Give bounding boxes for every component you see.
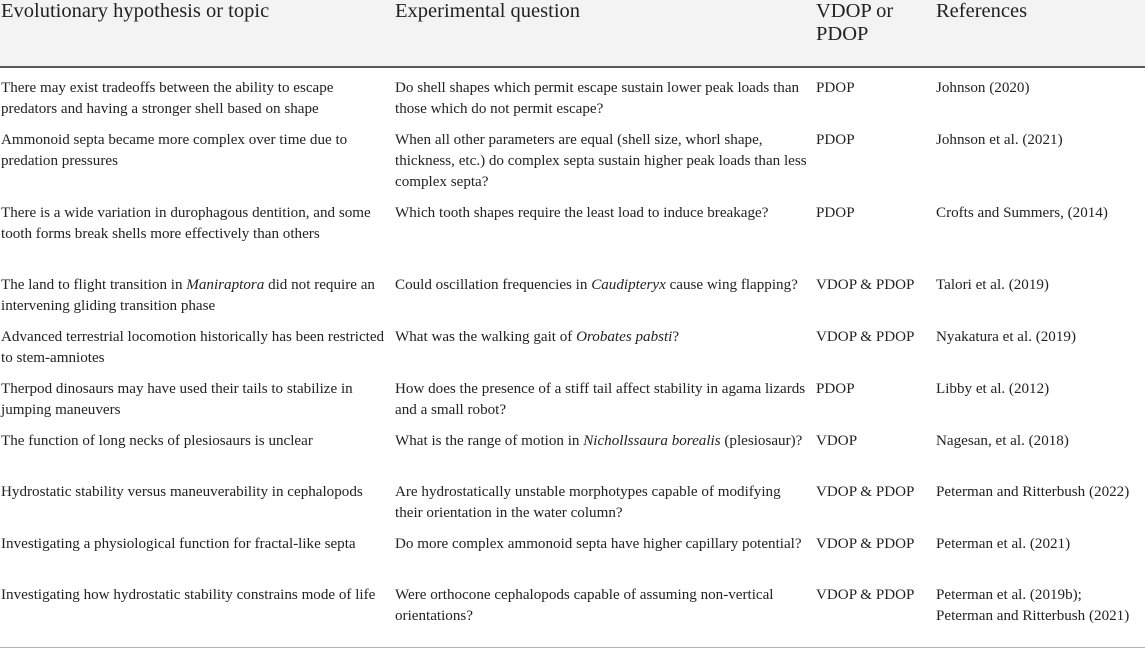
method-cell: VDOP & PDOP (816, 277, 915, 293)
hypothesis-text: The land to flight transition in (1, 277, 187, 293)
table-row (0, 524, 1145, 575)
taxon-name: Orobates pabsti (576, 329, 673, 345)
references-cell: Johnson et al. (2021) (936, 132, 1063, 148)
hypothesis-cell: Hydrostatic stability versus maneuverability in cephalopods (1, 484, 363, 500)
table-row (0, 120, 1145, 193)
question-text: (plesiosaur)? (720, 433, 803, 449)
references-cell: Peterman and Ritterbush (2022) (936, 484, 1130, 500)
table-row (0, 67, 1145, 120)
header-method: VDOP or PDOP (816, 0, 936, 67)
table-row (0, 265, 1145, 317)
question-cell: Are hydrostatically unstable morphotypes capable of modifying their orientation in the water column? (395, 484, 781, 521)
references-cell: Nyakatura et al. (2019) (936, 329, 1076, 345)
hypothesis-cell: The function of long necks of plesiosaurs is unclear (1, 433, 313, 449)
question-text: What was the walking gait of (395, 329, 577, 345)
table-row (0, 472, 1145, 524)
hypothesis-cell: There may exist tradeoffs between the ability to escape predators and having a stronger shell based on shape (1, 80, 334, 117)
hypothesis-text: did not require an intervening gliding transition phase (1, 277, 375, 314)
question-cell: How does the presence of a stiff tail affect stability in agama lizards and a small robot? (395, 381, 806, 418)
method-cell: VDOP (816, 433, 858, 449)
table-row (0, 193, 1145, 265)
method-cell: VDOP & PDOP (816, 575, 936, 647)
taxon-name: Maniraptora (186, 277, 265, 293)
question-cell: Which tooth shapes require the least load to induce breakage? (395, 205, 769, 221)
header-references: References (936, 0, 1145, 67)
table-row (0, 421, 1145, 472)
table-row (0, 369, 1145, 421)
references-cell: Talori et al. (2019) (936, 277, 1049, 293)
references-cell: Johnson (2020) (936, 80, 1030, 96)
method-cell: VDOP & PDOP (816, 484, 915, 500)
references-cell: Peterman et al. (2021) (936, 536, 1071, 552)
question-cell (395, 265, 816, 317)
question-cell: Were orthocone cephalopods capable of assuming non-vertical orientations? (395, 575, 816, 647)
hypothesis-cell: Advanced terrestrial locomotion historically has been restricted to stem-amniotes (1, 329, 385, 366)
question-cell: When all other parameters are equal (shell size, whorl shape, thickness, etc.) do complex septa sustain higher peak loads than less complex septa? (395, 132, 807, 190)
references-cell: Nagesan, et al. (2018) (936, 433, 1069, 449)
question-cell: Do shell shapes which permit escape sustain lower peak loads than those which do not permit escape? (395, 80, 800, 117)
question-text: cause wing flapping? (665, 277, 798, 293)
method-cell: PDOP (816, 381, 855, 397)
question-cell (395, 317, 816, 369)
references-cell (936, 575, 1145, 647)
header-question: Experimental question (395, 0, 816, 67)
method-cell: VDOP & PDOP (816, 329, 915, 345)
reference-line: Peterman and Ritterbush (2021) (936, 608, 1130, 624)
hypothesis-cell (0, 265, 395, 317)
question-cell (395, 421, 816, 472)
hypothesis-cell: Ammonoid septa became more complex over time due to predation pressures (1, 132, 348, 169)
reference-line: Peterman et al. (2019b); (936, 587, 1082, 603)
question-text: Could oscillation frequencies in (395, 277, 592, 293)
taxon-name: Caudipteryx (591, 277, 666, 293)
hypothesis-cell: Investigating a physiological function for fractal-like septa (1, 536, 356, 552)
question-text: What is the range of motion in (395, 433, 584, 449)
header-hypothesis: Evolutionary hypothesis or topic (0, 0, 395, 67)
table-row (0, 317, 1145, 369)
method-cell: PDOP (816, 205, 855, 221)
references-cell: Libby et al. (2012) (936, 381, 1050, 397)
method-cell: VDOP & PDOP (816, 536, 915, 552)
header-row (0, 0, 1145, 67)
method-cell: PDOP (816, 132, 855, 148)
taxon-name: Nichollssaura borealis (583, 433, 721, 449)
references-cell: Crofts and Summers, (2014) (936, 205, 1108, 221)
hypothesis-cell: There is a wide variation in durophagous dentition, and some tooth forms break shells more effectively than others (1, 205, 371, 242)
question-cell: Do more complex ammonoid septa have higher capillary potential? (395, 536, 802, 552)
hypothesis-cell: Therpod dinosaurs may have used their tails to stabilize in jumping maneuvers (1, 381, 353, 418)
method-cell: PDOP (816, 80, 855, 96)
question-text: ? (672, 329, 680, 345)
hypothesis-cell: Investigating how hydrostatic stability constrains mode of life (0, 575, 395, 647)
table-row (0, 575, 1145, 647)
